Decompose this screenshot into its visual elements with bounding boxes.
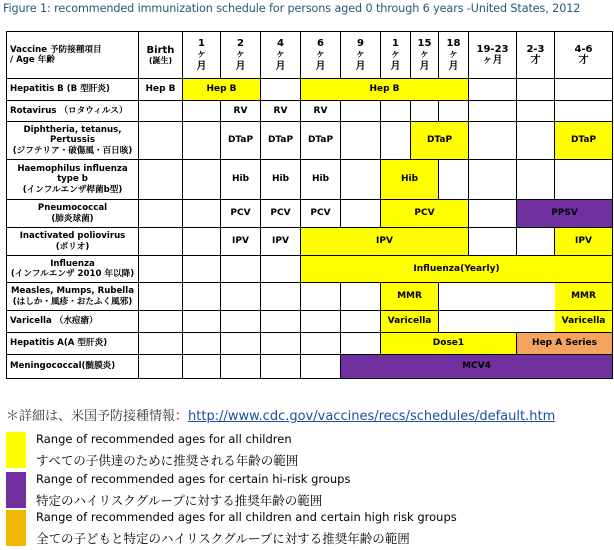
dtap-4-6y: DTaP — [555, 122, 613, 160]
dtap-2m: DTaP — [221, 122, 261, 160]
header-row — [7, 32, 613, 79]
age-header-2-3y: 2-3 才 — [517, 32, 555, 79]
mmr-4-6y: MMR — [555, 283, 613, 311]
varicella-4-6y: Varicella — [555, 311, 613, 333]
hib-6m: Hib — [301, 160, 341, 200]
age-header-birth: Birth (誕生) — [139, 32, 183, 79]
mmr-band: MMR — [381, 283, 439, 311]
row-rotavirus — [7, 101, 613, 122]
legend-label-en: Range of recommended ages for all children — [36, 432, 292, 446]
legend-label-en: Range of recommended ages for all children and certain high risk groups — [36, 510, 457, 524]
age-header-9m: 9 ヶ 月 — [341, 32, 381, 79]
age-header-15m: 15 ヶ 月 — [411, 32, 439, 79]
vaccine-name: Diphtheria, tetanus, Pertussis (ジフテリア・破傷風・百日咳) — [7, 122, 139, 160]
cdc-schedule-link[interactable]: http://www.cdc.gov/vaccines/recs/schedules/default.htm — [188, 409, 556, 424]
ipv-2m: IPV — [221, 228, 261, 256]
vaccine-name: Varicella （水痘瘡） — [7, 311, 139, 333]
legend-swatch-orange — [6, 510, 26, 546]
row-meningococcal — [7, 355, 613, 379]
pcv-6m: PCV — [301, 200, 341, 228]
ipv-4m: IPV — [261, 228, 301, 256]
legend-item-all-children — [6, 432, 606, 472]
vaccine-name: Meningococcal(髄膜炎) — [7, 355, 139, 379]
age-header-6m: 6 ヶ 月 — [301, 32, 341, 79]
legend-swatch-yellow — [6, 432, 26, 468]
hepa-series-band: Hep A Series — [517, 333, 613, 355]
vaccine-name: Influenza (インフルエンザ 2010 年以降) — [7, 256, 139, 283]
age-header-4-6y: 4-6 才 — [555, 32, 613, 79]
vaccine-name: Pneumococcal (肺炎球菌) — [7, 200, 139, 228]
legend-item-hi-risk — [6, 472, 606, 512]
mcv4-band: MCV4 — [341, 355, 613, 379]
hib-band: Hib — [381, 160, 439, 200]
hib-2m: Hib — [221, 160, 261, 200]
row-hepatitis-a — [7, 333, 613, 355]
legend-label-ja: 特定のハイリスクグループに対する推奨年齢の範囲 — [36, 493, 323, 508]
dtap-6m: DTaP — [301, 122, 341, 160]
rota-6m: RV — [301, 101, 341, 122]
dtap-band: DTaP — [411, 122, 469, 160]
dtap-4m: DTaP — [261, 122, 301, 160]
rota-4m: RV — [261, 101, 301, 122]
hepb-birth-cell: Hep B — [139, 79, 183, 101]
row-influenza — [7, 256, 613, 283]
row-polio — [7, 228, 613, 256]
ppsv-band: PPSV — [517, 200, 613, 228]
legend-label-en: Range of recommended ages for certain hi-risk groups — [36, 472, 351, 486]
row-hib — [7, 160, 613, 200]
legend-label-ja: すべての子供達のために推奨される年齢の範囲 — [36, 453, 299, 468]
vaccine-header-line1: Vaccine 予防接種項目 — [10, 44, 102, 55]
pcv-4m: PCV — [261, 200, 301, 228]
vaccine-name: Hepatitis A(A 型肝炎) — [7, 333, 139, 355]
note-prefix: ＊詳細は、米国予防接種情報： — [6, 409, 189, 424]
hepb-band-1: Hep B — [183, 79, 261, 101]
vaccine-name: Measles, Mumps, Rubella (はしか・風疹・おたふく風邪) — [7, 283, 139, 311]
vaccine-name: Hepatitis B (B 型肝炎) — [7, 79, 139, 101]
age-header-12m: 1 ヶ 月 — [381, 32, 411, 79]
legend-item-all-and-hi-risk — [6, 510, 606, 550]
ipv-band: IPV — [301, 228, 469, 256]
ipv-4-6y: IPV — [555, 228, 613, 256]
immunization-schedule-table — [6, 31, 613, 379]
hepa-dose1-band: Dose1 — [381, 333, 517, 355]
age-header-4m: 4 ヶ 月 — [261, 32, 301, 79]
row-varicella — [7, 311, 613, 333]
vaccine-age-header — [7, 32, 139, 79]
legend-swatch-purple — [6, 472, 26, 508]
pcv-2m: PCV — [221, 200, 261, 228]
row-dtap — [7, 122, 613, 160]
influenza-band: Influenza(Yearly) — [301, 256, 613, 283]
hepb-band-2: Hep B — [301, 79, 469, 101]
figure-title: Figure 1: recommended immunization schedule for persons aged 0 through 6 years -United States, 2012 — [3, 2, 581, 15]
age-header-2m: 2 ヶ 月 — [221, 32, 261, 79]
legend-label-ja: 全ての子どもと特定のハイリスクグループに対する推奨年齢の範囲 — [36, 531, 410, 546]
age-header-19-23m: 19-23 ヶ月 — [469, 32, 517, 79]
row-hepatitis-b — [7, 79, 613, 101]
row-mmr — [7, 283, 613, 311]
vaccine-header-line2: / Age 年齢 — [10, 55, 55, 65]
row-pneumococcal — [7, 200, 613, 228]
vaccine-name: Inactivated poliovirus (ポリオ) — [7, 228, 139, 256]
age-header-1m: 1 ヶ 月 — [183, 32, 221, 79]
rota-2m: RV — [221, 101, 261, 122]
varicella-band: Varicella — [381, 311, 439, 333]
vaccine-name: Rotavirus （ロタウィルス） — [7, 101, 139, 122]
hib-4m: Hib — [261, 160, 301, 200]
age-header-18m: 18 ヶ 月 — [439, 32, 469, 79]
details-note — [6, 405, 555, 424]
vaccine-name: Haemophilus influenza type b (インフルエンザ桿菌b型) — [7, 160, 139, 200]
pcv-band: PCV — [381, 200, 469, 228]
